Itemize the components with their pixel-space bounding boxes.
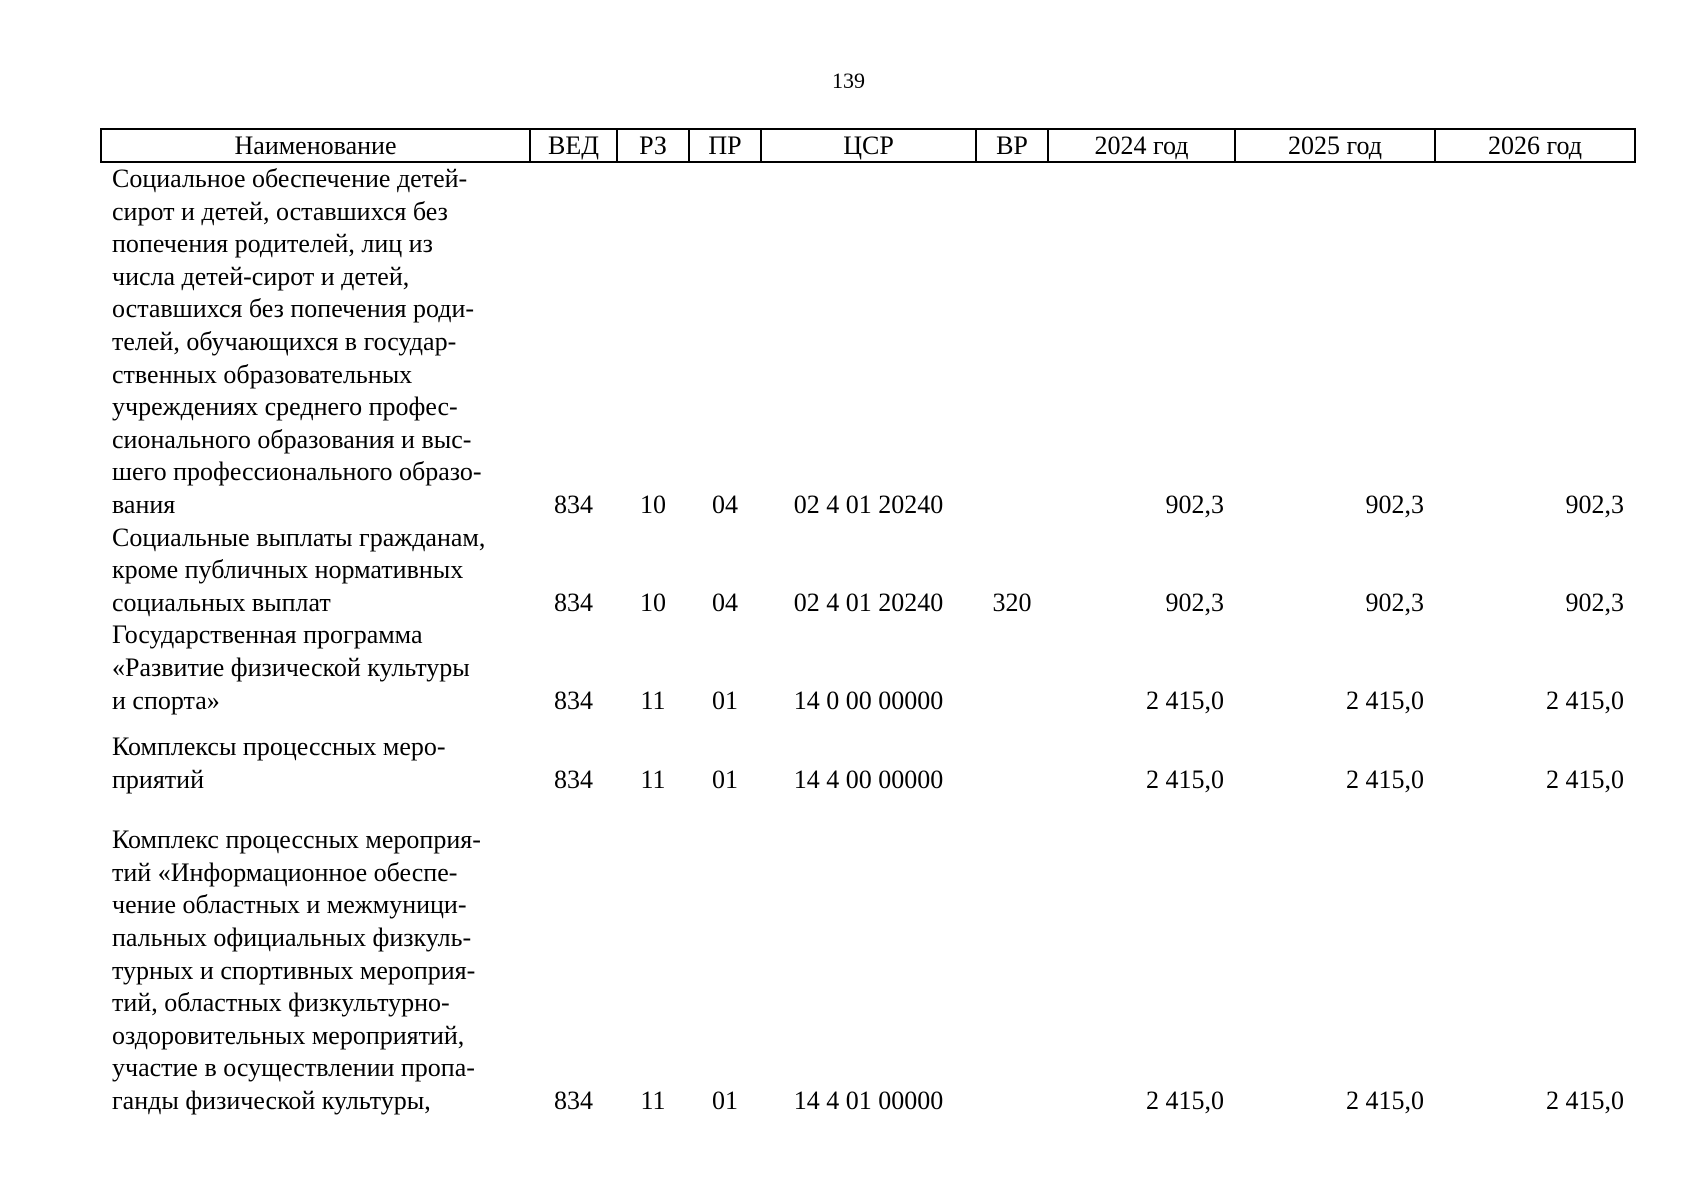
name-line: Государственная программа bbox=[112, 620, 423, 650]
name-line: Комплексы процессных меро- bbox=[112, 732, 446, 762]
rz-cell: 11 bbox=[640, 764, 666, 794]
header-rz: РЗ bbox=[617, 129, 689, 162]
header-year-2025: 2025 год bbox=[1235, 129, 1435, 162]
amount-2026-cell: 2 415,0 bbox=[1546, 1086, 1624, 1116]
row-name-cell bbox=[101, 522, 530, 620]
name-line: турных и спортивных мероприя- bbox=[112, 955, 476, 985]
pr-cell: 01 bbox=[712, 764, 738, 794]
header-row bbox=[101, 129, 1635, 162]
name-line: и спорта» bbox=[112, 685, 220, 715]
rz-cell: 11 bbox=[640, 685, 666, 715]
amount-2025-cell: 2 415,0 bbox=[1346, 764, 1424, 794]
pr-cell: 01 bbox=[712, 1086, 738, 1116]
vr-cell bbox=[976, 731, 1048, 824]
name-line: участие в осуществлении пропа- bbox=[112, 1053, 475, 1083]
name-line: сионального образования и выс- bbox=[112, 424, 472, 454]
csr-cell: 14 4 01 00000 bbox=[793, 1086, 944, 1116]
name-line: ственных образовательных bbox=[112, 359, 413, 389]
name-line: оставшихся без попечения роди- bbox=[112, 294, 475, 324]
vr-cell: 320 bbox=[992, 587, 1032, 617]
header-pr: ПР bbox=[689, 129, 761, 162]
page-number: 139 bbox=[832, 68, 865, 93]
ved-cell: 834 bbox=[554, 1086, 593, 1116]
name-line: чение областных и межмуници- bbox=[112, 890, 467, 920]
vr-cell bbox=[976, 162, 1048, 522]
rz-cell: 10 bbox=[640, 587, 666, 617]
pr-cell: 04 bbox=[712, 489, 738, 519]
ved-cell: 834 bbox=[554, 489, 593, 519]
name-line: Социальные выплаты гражданам, bbox=[112, 522, 486, 552]
pr-cell: 04 bbox=[712, 587, 738, 617]
ved-cell: 834 bbox=[554, 685, 593, 715]
row-name-cell bbox=[101, 731, 530, 824]
name-line: учреждениях среднего профес- bbox=[112, 392, 458, 422]
name-line: оздоровительных мероприятий, bbox=[112, 1020, 465, 1050]
amount-2024-cell: 2 415,0 bbox=[1146, 764, 1224, 794]
name-line: числа детей-сирот и детей, bbox=[112, 261, 410, 291]
amount-2024-cell: 902,3 bbox=[1165, 587, 1224, 617]
amount-2026-cell: 2 415,0 bbox=[1546, 764, 1624, 794]
name-line: ганды физической культуры, bbox=[112, 1086, 431, 1116]
name-line: пальных официальных физкуль- bbox=[112, 923, 472, 953]
name-line: вания bbox=[112, 489, 176, 519]
csr-cell: 02 4 01 20240 bbox=[793, 489, 944, 519]
csr-cell: 14 4 00 00000 bbox=[793, 764, 944, 794]
header-name: Наименование bbox=[101, 129, 530, 162]
table-row bbox=[101, 522, 1635, 620]
name-line: тий «Информационное обеспе- bbox=[112, 857, 458, 887]
amount-2024-cell: 2 415,0 bbox=[1146, 1086, 1224, 1116]
vr-cell bbox=[976, 824, 1048, 1117]
header-vr: ВР bbox=[976, 129, 1048, 162]
table-row bbox=[101, 162, 1635, 522]
name-line: телей, обучающихся в государ- bbox=[112, 326, 457, 356]
amount-2026-cell: 902,3 bbox=[1565, 587, 1624, 617]
name-line: приятий bbox=[112, 764, 204, 794]
amount-2025-cell: 2 415,0 bbox=[1346, 685, 1424, 715]
table-row bbox=[101, 824, 1635, 1117]
row-name-cell bbox=[101, 162, 530, 522]
name-line: «Развитие физической культуры bbox=[112, 652, 470, 682]
rz-cell: 10 bbox=[640, 489, 666, 519]
name-line: Комплекс процессных мероприя- bbox=[112, 825, 481, 855]
header-year-2024: 2024 год bbox=[1048, 129, 1235, 162]
ved-cell: 834 bbox=[554, 587, 593, 617]
budget-table bbox=[100, 128, 1636, 1118]
rz-cell: 11 bbox=[640, 1086, 666, 1116]
ved-cell: 834 bbox=[554, 764, 593, 794]
table-header bbox=[101, 129, 1635, 162]
name-line: Социальное обеспечение детей- bbox=[112, 164, 468, 193]
name-line: тий, областных физкультурно- bbox=[112, 988, 450, 1018]
csr-cell: 14 0 00 00000 bbox=[793, 685, 944, 715]
row-name-cell bbox=[101, 619, 530, 731]
name-line: социальных выплат bbox=[112, 587, 331, 617]
amount-2026-cell: 902,3 bbox=[1565, 489, 1624, 519]
amount-2024-cell: 2 415,0 bbox=[1146, 685, 1224, 715]
vr-cell bbox=[976, 619, 1048, 731]
amount-2024-cell: 902,3 bbox=[1165, 489, 1224, 519]
header-csr: ЦСР bbox=[761, 129, 976, 162]
name-line: шего профессионального образо- bbox=[112, 457, 482, 487]
name-line: кроме публичных нормативных bbox=[112, 555, 464, 585]
table-row bbox=[101, 731, 1635, 824]
table-row bbox=[101, 619, 1635, 731]
amount-2025-cell: 2 415,0 bbox=[1346, 1086, 1424, 1116]
pr-cell: 01 bbox=[712, 685, 738, 715]
header-ved: ВЕД bbox=[530, 129, 617, 162]
name-line: сирот и детей, оставшихся без bbox=[112, 196, 448, 226]
header-year-2026: 2026 год bbox=[1435, 129, 1635, 162]
row-name-cell bbox=[101, 824, 530, 1117]
table-body bbox=[101, 162, 1635, 1118]
amount-2025-cell: 902,3 bbox=[1365, 587, 1424, 617]
amount-2025-cell: 902,3 bbox=[1365, 489, 1424, 519]
csr-cell: 02 4 01 20240 bbox=[793, 587, 944, 617]
name-line: попечения родителей, лиц из bbox=[112, 229, 433, 259]
amount-2026-cell: 2 415,0 bbox=[1546, 685, 1624, 715]
